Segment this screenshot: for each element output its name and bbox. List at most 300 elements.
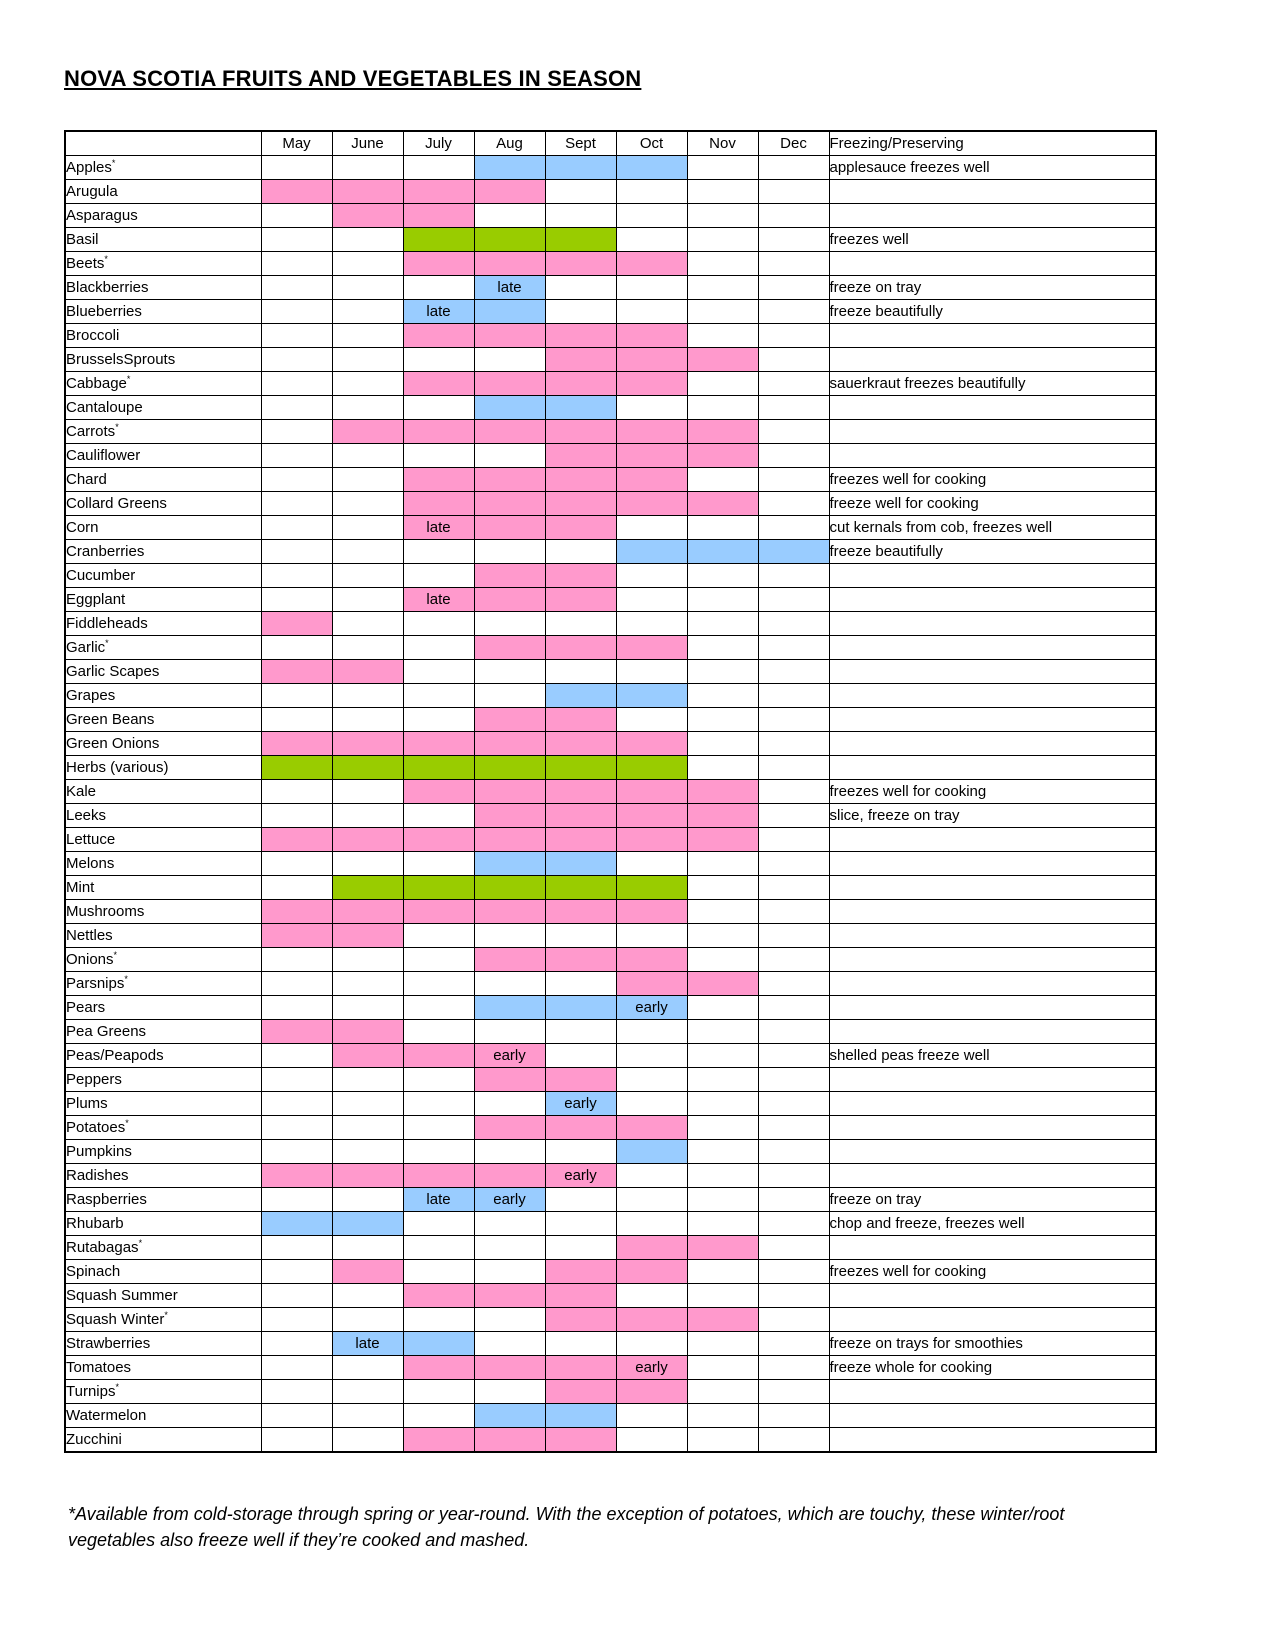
season-cell-may xyxy=(261,492,332,516)
preserving-note-cell xyxy=(829,204,1156,228)
season-cell-sept xyxy=(545,348,616,372)
season-cell-dec xyxy=(758,564,829,588)
season-cell-may xyxy=(261,900,332,924)
produce-name-cell: Peppers xyxy=(65,1068,261,1092)
season-cell-aug: early xyxy=(474,1188,545,1212)
season-cell-nov xyxy=(687,1140,758,1164)
season-cell-june xyxy=(332,1260,403,1284)
produce-name-cell: Pumpkins xyxy=(65,1140,261,1164)
season-cell-nov xyxy=(687,1068,758,1092)
season-cell-dec xyxy=(758,948,829,972)
cold-storage-asterisk: * xyxy=(164,1310,168,1320)
season-cell-july xyxy=(403,1404,474,1428)
season-cell-sept xyxy=(545,1212,616,1236)
season-cell-oct xyxy=(616,612,687,636)
month-header-aug: Aug xyxy=(474,131,545,156)
season-cell-nov xyxy=(687,348,758,372)
season-cell-oct xyxy=(616,732,687,756)
table-row xyxy=(65,1260,1156,1284)
table-row xyxy=(65,444,1156,468)
season-cell-may xyxy=(261,420,332,444)
table-row xyxy=(65,252,1156,276)
table-row xyxy=(65,1308,1156,1332)
season-cell-may xyxy=(261,708,332,732)
season-cell-aug xyxy=(474,756,545,780)
season-cell-july xyxy=(403,228,474,252)
produce-name-cell: Cabbage* xyxy=(65,372,261,396)
produce-name-cell: Watermelon xyxy=(65,1404,261,1428)
season-cell-oct xyxy=(616,372,687,396)
season-cell-sept xyxy=(545,300,616,324)
season-cell-july xyxy=(403,420,474,444)
season-cell-aug xyxy=(474,444,545,468)
season-cell-june xyxy=(332,612,403,636)
season-cell-may xyxy=(261,756,332,780)
season-cell-may xyxy=(261,1260,332,1284)
season-cell-aug xyxy=(474,828,545,852)
table-row xyxy=(65,1188,1156,1212)
season-cell-oct xyxy=(616,1332,687,1356)
season-cell-july xyxy=(403,1068,474,1092)
season-cell-july xyxy=(403,780,474,804)
preserving-note-cell xyxy=(829,900,1156,924)
season-cell-oct xyxy=(616,492,687,516)
season-cell-june xyxy=(332,732,403,756)
cold-storage-asterisk: * xyxy=(115,1382,119,1392)
season-cell-dec xyxy=(758,228,829,252)
season-cell-nov xyxy=(687,1236,758,1260)
preserving-note-cell xyxy=(829,348,1156,372)
season-cell-may xyxy=(261,924,332,948)
season-cell-oct xyxy=(616,228,687,252)
season-cell-may xyxy=(261,1380,332,1404)
season-cell-july xyxy=(403,1428,474,1453)
season-cell-aug xyxy=(474,1140,545,1164)
preserving-note-cell xyxy=(829,828,1156,852)
season-cell-aug xyxy=(474,996,545,1020)
produce-name-cell: Leeks xyxy=(65,804,261,828)
season-cell-oct xyxy=(616,852,687,876)
produce-name-cell: Carrots* xyxy=(65,420,261,444)
season-cell-dec xyxy=(758,876,829,900)
season-cell-july xyxy=(403,1284,474,1308)
produce-name-cell: Basil xyxy=(65,228,261,252)
season-cell-sept xyxy=(545,1284,616,1308)
season-cell-oct xyxy=(616,468,687,492)
corner-cell xyxy=(65,131,261,156)
cold-storage-asterisk: * xyxy=(113,950,118,960)
table-row xyxy=(65,228,1156,252)
season-cell-may xyxy=(261,876,332,900)
season-cell-june xyxy=(332,1356,403,1380)
season-cell-july xyxy=(403,972,474,996)
season-cell-june xyxy=(332,300,403,324)
preserving-note-cell xyxy=(829,1020,1156,1044)
preserving-note-cell: sauerkraut freezes beautifully xyxy=(829,372,1156,396)
season-cell-oct xyxy=(616,1308,687,1332)
season-cell-july: late xyxy=(403,588,474,612)
season-cell-nov xyxy=(687,372,758,396)
season-cell-july xyxy=(403,372,474,396)
cold-storage-asterisk: * xyxy=(125,1118,129,1128)
produce-name-cell: Nettles xyxy=(65,924,261,948)
table-row xyxy=(65,564,1156,588)
preserving-note-cell xyxy=(829,876,1156,900)
season-cell-dec xyxy=(758,1068,829,1092)
season-cell-may xyxy=(261,204,332,228)
season-cell-may xyxy=(261,804,332,828)
season-cell-sept xyxy=(545,852,616,876)
preserving-note-cell xyxy=(829,948,1156,972)
season-cell-sept: early xyxy=(545,1092,616,1116)
season-cell-nov xyxy=(687,1044,758,1068)
preserving-note-cell xyxy=(829,660,1156,684)
table-row xyxy=(65,972,1156,996)
season-cell-sept xyxy=(545,564,616,588)
season-cell-june xyxy=(332,324,403,348)
season-cell-dec xyxy=(758,1140,829,1164)
table-row xyxy=(65,900,1156,924)
season-cell-dec xyxy=(758,1236,829,1260)
season-cell-june xyxy=(332,276,403,300)
season-cell-oct xyxy=(616,156,687,180)
season-cell-sept xyxy=(545,900,616,924)
season-cell-dec xyxy=(758,1116,829,1140)
season-cell-july xyxy=(403,1356,474,1380)
season-cell-dec xyxy=(758,516,829,540)
season-cell-may xyxy=(261,1092,332,1116)
season-cell-may xyxy=(261,1116,332,1140)
produce-name-cell: Turnips* xyxy=(65,1380,261,1404)
cold-storage-asterisk: * xyxy=(104,254,108,264)
table-row xyxy=(65,948,1156,972)
season-cell-june xyxy=(332,996,403,1020)
season-cell-july xyxy=(403,1044,474,1068)
table-row xyxy=(65,396,1156,420)
produce-name-cell: Squash Summer xyxy=(65,1284,261,1308)
season-cell-dec xyxy=(758,492,829,516)
season-cell-nov xyxy=(687,612,758,636)
season-cell-may xyxy=(261,828,332,852)
month-header-june: June xyxy=(332,131,403,156)
cold-storage-asterisk: * xyxy=(126,374,131,384)
season-cell-oct: early xyxy=(616,1356,687,1380)
season-cell-july xyxy=(403,924,474,948)
season-cell-may xyxy=(261,1356,332,1380)
season-cell-june xyxy=(332,1428,403,1453)
season-cell-nov xyxy=(687,1332,758,1356)
season-cell-dec xyxy=(758,372,829,396)
produce-name-cell: Grapes xyxy=(65,684,261,708)
season-cell-july xyxy=(403,1116,474,1140)
season-cell-aug xyxy=(474,1068,545,1092)
season-cell-nov xyxy=(687,1116,758,1140)
season-cell-oct xyxy=(616,1116,687,1140)
season-cell-aug xyxy=(474,300,545,324)
season-cell-dec xyxy=(758,1212,829,1236)
produce-name-cell: Fiddleheads xyxy=(65,612,261,636)
season-cell-june xyxy=(332,228,403,252)
season-cell-nov xyxy=(687,708,758,732)
season-cell-nov xyxy=(687,228,758,252)
season-cell-sept xyxy=(545,708,616,732)
month-header-july: July xyxy=(403,131,474,156)
season-cell-sept xyxy=(545,180,616,204)
season-cell-july xyxy=(403,660,474,684)
table-row xyxy=(65,348,1156,372)
season-cell-nov xyxy=(687,1284,758,1308)
season-cell-nov xyxy=(687,1188,758,1212)
season-cell-may xyxy=(261,1428,332,1453)
season-cell-dec xyxy=(758,468,829,492)
season-cell-sept xyxy=(545,324,616,348)
season-cell-nov xyxy=(687,1308,758,1332)
season-cell-aug xyxy=(474,396,545,420)
season-cell-dec xyxy=(758,1332,829,1356)
season-cell-june xyxy=(332,876,403,900)
season-cell-aug xyxy=(474,780,545,804)
season-cell-sept xyxy=(545,1188,616,1212)
produce-name-cell: Tomatoes xyxy=(65,1356,261,1380)
season-cell-dec xyxy=(758,1092,829,1116)
season-cell-aug xyxy=(474,1380,545,1404)
season-cell-may xyxy=(261,732,332,756)
season-cell-june xyxy=(332,972,403,996)
season-cell-july xyxy=(403,468,474,492)
season-cell-sept xyxy=(545,156,616,180)
season-cell-dec xyxy=(758,1404,829,1428)
season-cell-nov xyxy=(687,276,758,300)
season-cell-aug xyxy=(474,612,545,636)
season-cell-aug xyxy=(474,1092,545,1116)
season-cell-may xyxy=(261,1284,332,1308)
produce-name-cell: Onions* xyxy=(65,948,261,972)
season-cell-june xyxy=(332,372,403,396)
season-cell-dec xyxy=(758,1356,829,1380)
season-cell-july xyxy=(403,708,474,732)
table-row xyxy=(65,924,1156,948)
produce-name-cell: Broccoli xyxy=(65,324,261,348)
season-cell-sept xyxy=(545,1140,616,1164)
season-cell-nov xyxy=(687,468,758,492)
season-cell-june xyxy=(332,444,403,468)
season-cell-may xyxy=(261,324,332,348)
season-cell-may xyxy=(261,1020,332,1044)
month-header-may: May xyxy=(261,131,332,156)
season-cell-aug: early xyxy=(474,1044,545,1068)
season-cell-nov xyxy=(687,180,758,204)
produce-name-cell: Mushrooms xyxy=(65,900,261,924)
produce-name-cell: Strawberries xyxy=(65,1332,261,1356)
season-cell-oct xyxy=(616,180,687,204)
preserving-note-cell xyxy=(829,708,1156,732)
preserving-note-cell xyxy=(829,252,1156,276)
season-cell-july xyxy=(403,612,474,636)
table-row xyxy=(65,204,1156,228)
table-row xyxy=(65,1020,1156,1044)
season-cell-nov xyxy=(687,1164,758,1188)
season-cell-oct xyxy=(616,1260,687,1284)
notes-header: Freezing/Preserving xyxy=(829,131,1156,156)
season-cell-june xyxy=(332,204,403,228)
season-cell-nov xyxy=(687,1212,758,1236)
season-cell-july xyxy=(403,252,474,276)
preserving-note-cell: slice, freeze on tray xyxy=(829,804,1156,828)
season-cell-nov xyxy=(687,564,758,588)
season-cell-july: late xyxy=(403,1188,474,1212)
table-row xyxy=(65,780,1156,804)
preserving-note-cell xyxy=(829,1284,1156,1308)
table-row xyxy=(65,1044,1156,1068)
season-cell-aug xyxy=(474,900,545,924)
season-cell-june xyxy=(332,420,403,444)
season-cell-sept xyxy=(545,1356,616,1380)
season-cell-june xyxy=(332,1236,403,1260)
season-cell-dec xyxy=(758,156,829,180)
season-cell-july xyxy=(403,684,474,708)
table-row xyxy=(65,636,1156,660)
table-row xyxy=(65,276,1156,300)
preserving-note-cell: freezes well xyxy=(829,228,1156,252)
produce-name-cell: Raspberries xyxy=(65,1188,261,1212)
table-row xyxy=(65,660,1156,684)
season-cell-aug xyxy=(474,324,545,348)
season-cell-june xyxy=(332,516,403,540)
season-cell-may xyxy=(261,1044,332,1068)
season-cell-aug xyxy=(474,1332,545,1356)
table-row xyxy=(65,420,1156,444)
season-cell-may xyxy=(261,228,332,252)
season-cell-oct xyxy=(616,1164,687,1188)
season-cell-nov xyxy=(687,1092,758,1116)
season-cell-may xyxy=(261,612,332,636)
season-cell-dec xyxy=(758,1188,829,1212)
season-cell-dec xyxy=(758,684,829,708)
season-cell-july xyxy=(403,1308,474,1332)
season-cell-aug xyxy=(474,468,545,492)
season-cell-june xyxy=(332,636,403,660)
season-cell-june xyxy=(332,588,403,612)
season-cell-dec xyxy=(758,708,829,732)
season-cell-dec xyxy=(758,1164,829,1188)
season-cell-sept xyxy=(545,204,616,228)
season-cell-july xyxy=(403,204,474,228)
season-cell-sept xyxy=(545,1332,616,1356)
season-cell-dec xyxy=(758,660,829,684)
season-cell-sept xyxy=(545,396,616,420)
season-cell-july xyxy=(403,828,474,852)
header-row xyxy=(65,131,1156,156)
season-cell-aug xyxy=(474,516,545,540)
produce-name-cell: Melons xyxy=(65,852,261,876)
preserving-note-cell: freeze on tray xyxy=(829,276,1156,300)
season-cell-may xyxy=(261,1404,332,1428)
season-cell-sept xyxy=(545,876,616,900)
season-cell-june xyxy=(332,852,403,876)
preserving-note-cell xyxy=(829,588,1156,612)
month-header-oct: Oct xyxy=(616,131,687,156)
season-table xyxy=(64,130,1157,1453)
season-cell-dec xyxy=(758,780,829,804)
preserving-note-cell xyxy=(829,1068,1156,1092)
season-cell-sept xyxy=(545,1116,616,1140)
produce-name-cell: Blueberries xyxy=(65,300,261,324)
season-cell-june xyxy=(332,1068,403,1092)
preserving-note-cell xyxy=(829,1380,1156,1404)
produce-name-cell: Pea Greens xyxy=(65,1020,261,1044)
season-cell-sept xyxy=(545,924,616,948)
season-cell-nov xyxy=(687,204,758,228)
season-cell-july xyxy=(403,324,474,348)
season-cell-july xyxy=(403,804,474,828)
season-cell-sept xyxy=(545,588,616,612)
season-cell-oct xyxy=(616,1404,687,1428)
season-cell-may xyxy=(261,1308,332,1332)
season-cell-oct xyxy=(616,1236,687,1260)
cold-storage-asterisk: * xyxy=(124,974,128,984)
season-cell-oct xyxy=(616,948,687,972)
season-cell-nov xyxy=(687,852,758,876)
season-cell-dec xyxy=(758,996,829,1020)
preserving-note-cell: applesauce freezes well xyxy=(829,156,1156,180)
season-cell-sept xyxy=(545,996,616,1020)
produce-name-cell: Potatoes* xyxy=(65,1116,261,1140)
season-cell-dec xyxy=(758,636,829,660)
season-cell-june xyxy=(332,708,403,732)
preserving-note-cell xyxy=(829,924,1156,948)
produce-name-cell: Green Beans xyxy=(65,708,261,732)
season-cell-june xyxy=(332,492,403,516)
cold-storage-asterisk: * xyxy=(111,158,116,168)
season-cell-may xyxy=(261,588,332,612)
season-cell-dec xyxy=(758,1308,829,1332)
season-cell-oct xyxy=(616,564,687,588)
season-cell-may xyxy=(261,948,332,972)
table-row xyxy=(65,492,1156,516)
season-cell-nov xyxy=(687,420,758,444)
season-cell-aug xyxy=(474,1428,545,1453)
table-row xyxy=(65,1284,1156,1308)
season-cell-aug xyxy=(474,420,545,444)
season-cell-july xyxy=(403,492,474,516)
table-row xyxy=(65,1092,1156,1116)
season-cell-july xyxy=(403,876,474,900)
season-cell-oct xyxy=(616,804,687,828)
season-cell-oct xyxy=(616,1020,687,1044)
season-cell-may xyxy=(261,276,332,300)
preserving-note-cell: freeze well for cooking xyxy=(829,492,1156,516)
season-cell-oct xyxy=(616,540,687,564)
page-title: NOVA SCOTIA FRUITS AND VEGETABLES IN SEASON xyxy=(64,66,642,91)
preserving-note-cell xyxy=(829,1404,1156,1428)
produce-name-cell: Collard Greens xyxy=(65,492,261,516)
season-cell-june xyxy=(332,252,403,276)
season-cell-may xyxy=(261,468,332,492)
preserving-note-cell xyxy=(829,1236,1156,1260)
season-cell-may xyxy=(261,516,332,540)
season-cell-june xyxy=(332,564,403,588)
season-cell-nov xyxy=(687,972,758,996)
season-table-body xyxy=(65,156,1156,1453)
season-cell-sept xyxy=(545,1404,616,1428)
season-cell-oct xyxy=(616,444,687,468)
produce-name-cell: Rhubarb xyxy=(65,1212,261,1236)
season-cell-dec xyxy=(758,1260,829,1284)
season-cell-may xyxy=(261,564,332,588)
season-cell-may xyxy=(261,444,332,468)
month-header-dec: Dec xyxy=(758,131,829,156)
produce-name-cell: BrusselsSprouts xyxy=(65,348,261,372)
